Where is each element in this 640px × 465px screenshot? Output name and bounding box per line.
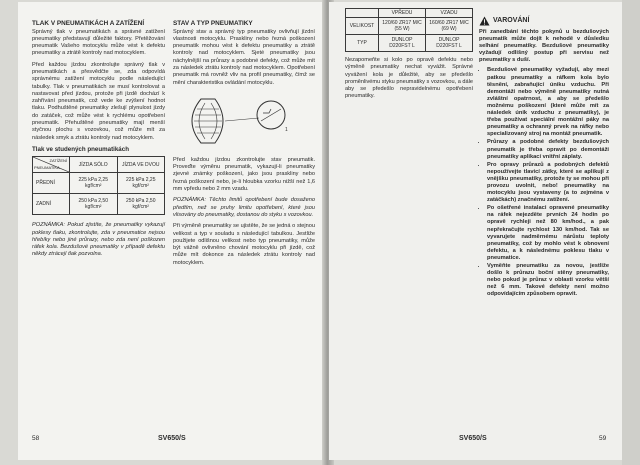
warning-list — [479, 67, 609, 298]
list-item: • Po ošetřené instalaci opravené pneumatiky na ráfek nejezděte prvních 24 hodin po opravě rychleji než 80 km/hod., a pak nepřekračujte rychlost 130 km/hod. Tak se vyvarujete nadměrnému nárůstu teploty pneumatiky, což by mohlo vést k obnovení defektu, a k následnému poklesu tlaku v pneumatice. — [487, 205, 609, 262]
warning-title: VAROVÁNÍ — [493, 17, 530, 25]
list-item: • Bezdušové pneumatiky vyžadují, aby mezi patkou pneumatiky a ráfkem kola bylo těsnění, zabraňující úniku vzduchu. Při demontáži nebo výměně pneumatiky nutná zvláštní opatrnost, a aby se předešlo možnému poškození (které může mít za následek únik vzduchu z pneumatiky), je třeba používat speciální montážní páky na pneumatiky a ochranný prvek na ráfky nebo specializovaný stroj na montáž pneumatik. — [487, 67, 609, 138]
paragraph: Nezapomeňte si kolo po opravě defektu nebo výměně pneumatiky nechat vyvážit. Správné vyvážení kola je důležité, aby se předešlo proměnlivému styku pneumatiky s vozovkou, a dále aby se předešlo nepravidelnému opotřebení pneumatiky. — [345, 57, 473, 100]
paragraph: Před každou jízdou zkontrolujte správný tlak v pneumatikách a přesvědčte se, zda odpovídá správnému zatížení motocyklu podle následující tabulky. Tlak v pneumatikách se musí kontrolovat a nastavovat před jízdou, protože při jízdě dochází k zahřívání pneumatik, což vede ke zvýšení hodnot tlaku. Podhuštěné pneumatiky zlešují plynulost jízdy do zatáček, což může vést k rychlému opotřebení pneumatik. Přehuštěné pneumatiky mají menší styčnou plochu s vozovkou, což může mít za následek smyk a ztrátu kontroly nad motocyklem. — [32, 61, 165, 141]
table-cell: 225 kPa 2,25 kgf/cm² — [117, 173, 165, 194]
section-heading-pressure: TLAK V PNEUMATIKÁCH A ZATÍŽENÍ — [32, 20, 145, 27]
paragraph: Při výměně pneumatiky se ujistěte, že se jedná o stejnou velikost a typ v souladu s následující tabulkou. Jestliže použijete odlišnou velikost nebo typ pneumatiky, může být vážně ovlivněno chování motocyklu při jízdě, což může mít dokonce za následek ztrátu kontroly nad motocyklem. — [173, 223, 315, 266]
left-column-2 — [173, 20, 315, 271]
model-name: SV650/S — [459, 435, 487, 442]
tire-wear-icon — [173, 91, 315, 151]
pressure-table — [32, 156, 165, 215]
list-item: • Průrazy a podobné defekty bezdušových pneumatik je třeba opravit po demontáži pneumatiky aplikací vnitřní záplaty. — [487, 139, 609, 160]
model-name: SV650/S — [158, 435, 186, 442]
left-column-1 — [32, 20, 165, 263]
warning-box — [479, 16, 609, 299]
table-cell: 160/60 ZR17 M/C (69 W) — [426, 18, 473, 35]
tire-wear-illustration — [173, 91, 315, 151]
corner-label-tire: PNEUMATIKA — [34, 165, 60, 171]
section-heading-condition: STAV A TYP PNEUMATIKY — [173, 20, 253, 27]
table-row — [346, 18, 473, 35]
note-paragraph: POZNÁMKA: Těchto limitů opotřebení bude dosaženo předtím, než se pruhy limitu opotřebení, které jsou vlisovány do pneumatiky, dostanou do styku s vozovkou. — [173, 197, 315, 218]
column-header: JÍZDA SÓLO — [70, 157, 118, 173]
right-column-1 — [345, 8, 473, 105]
table-cell: 250 kPa 2,50 kgf/cm² — [70, 194, 118, 215]
row-label: PŘEDNÍ — [33, 173, 70, 194]
list-item: • Pro opravy průrazů a podobných defektů nepoužívejte tlavicí zátky, které se aplikují z vnějšku pneumatiky, protože ty se mohou při provozu uvolnit, nebo! pneumatiky na motocyklu jsou vystaveny (a to zejména v zatáčkách) značnému zatížení. — [487, 162, 609, 205]
paragraph: Správný tlak v pneumatikách a správné zatížení pneumatiky představují důležité faktory. Přetěžování pneumatik Vašeho motocyklu může vést k defektu pneumatiky a ztrátě kontroly nad motocyklem. — [32, 28, 165, 57]
table-corner-cell — [33, 157, 70, 173]
right-edge — [622, 0, 640, 465]
warning-triangle-icon — [479, 16, 490, 26]
table-title: Tlak ve studených pneumatikách — [32, 145, 129, 153]
table-row — [33, 173, 165, 194]
table-corner-cell — [346, 9, 379, 18]
left-page — [18, 2, 327, 460]
table-cell: 225 kPa 2,25 kgf/cm² — [70, 173, 118, 194]
corner-label-load: ZATÍŽENÍ — [49, 158, 67, 164]
row-label: TYP — [346, 35, 379, 52]
page-number: 59 — [599, 435, 607, 442]
page-number: 58 — [32, 435, 40, 442]
list-item: • Vyměňte pneumatiku za novou, jestliže došlo k průrazu boční stěny pneumatiky, nebo pokud je průraz v oblasti vzorku větší než 6 mm. Takové defekty není možno odpovídajícím způsobem opravit. — [487, 263, 609, 298]
note-paragraph: POZNÁMKA: Pokud zjistíte, že pneumatiky vykazují poklesy tlaku, zkontrolujte, zda v pneumatice nejsou hřebíky nebo jiné průrazy, nebo zda není poškozen ráfek kola. Bezdušové pneumatiky v případě defektu někdy ztrácejí tlak pozvolna. — [32, 222, 165, 258]
column-header: JÍZDA VE DVOU — [117, 157, 165, 173]
table-cell: 250 kPa 2,50 kgf/cm² — [117, 194, 165, 215]
svg-text:1: 1 — [285, 126, 288, 133]
paragraph: Před každou jízdou zkontrolujte stav pneumatik. Proveďte výměnu pneumatik, vykazují-li pneumatiky zjevné známky poškození, jako jsou praskliny nebo řezná poškození nebo, je-li hloubka vzorku nižší než 1,6 mm vpředu nebo 2 mm vzadu. — [173, 156, 315, 193]
table-cell: DUNLOP D220FST L — [379, 35, 426, 52]
table-cell: DUNLOP D220FST L — [426, 35, 473, 52]
column-header: VPŘEDU — [379, 9, 426, 18]
paragraph: Správný stav a správný typ pneumatiky ovlivňují jízdní vlastnosti motocyklu. Praskliny nebo řezná poškození pneumatik mohou vést k defektu pneumatiky a ztrátě kontroly nad motocyklem. Sjeté pneumatiky jsou náchylnější na průrazy a podobné defekty, což může mít za následek ztrátu kontroly nad motocyklem. Opotřebení pneumatik má rovněž vliv na profil pneumatiky, čímž se mění charakteristika ovládání motocyklu. — [173, 28, 315, 86]
tire-spec-table — [345, 8, 473, 52]
table-row — [346, 35, 473, 52]
table-cell: 120/60 ZR17 M/C (55 W) — [379, 18, 426, 35]
row-label: ZADNÍ — [33, 194, 70, 215]
table-row — [33, 157, 165, 173]
warning-title-row — [479, 16, 609, 26]
warning-intro: Při zanedbání těchto pokynů u bezdušových pneumatik může dojít k nehodě v důsledku selhání pneumatiky. Bezdušové pneumatiky vyžadují odlišný postup při servisu než pneumatiky s duší. — [479, 29, 609, 64]
column-header: VZADU — [426, 9, 473, 18]
table-row — [346, 9, 473, 18]
table-row — [33, 194, 165, 215]
row-label: VELIKOST — [346, 18, 379, 35]
right-page — [329, 2, 622, 460]
